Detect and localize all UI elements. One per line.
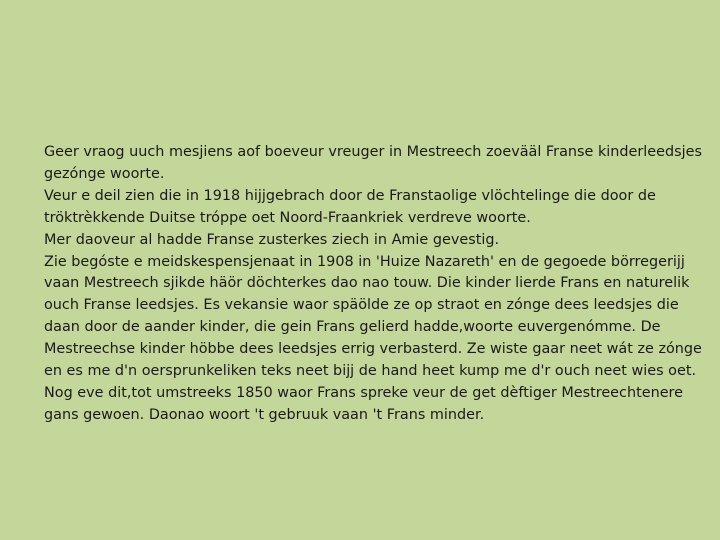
text-line: en es me d'n oersprunkeliken teks neet bijj de hand heet kump me d'r ouch neet wies oet. xyxy=(44,363,697,380)
text-line: daan door de aander kinder, die gein Frans gelierd hadde,woorte euvergenómme. De xyxy=(44,319,661,336)
text-line: gezónge woorte. xyxy=(44,165,165,182)
text-line: Mer daoveur al hadde Franse zusterkes ziech in Amie gevestig. xyxy=(44,231,500,248)
text-line: Nog eve dit,tot umstreeks 1850 waor Frans spreke veur de get dèftiger Mestreechtenere xyxy=(44,384,683,401)
text-line: Zie begóste e meidskespensjenaat in 1908 in 'Huize Nazareth' en de gegoede börregerijj xyxy=(44,253,685,270)
text-line: Veur e deil zien die in 1918 hijjgebrach door de Franstaolige vlöchtelinge die door de xyxy=(44,187,656,204)
text-line: Geer vraog uuch mesjiens aof boeveur vreuger in Mestreech zoevääl Franse kinderleedsjes xyxy=(44,144,702,160)
text-line: tröktrèkkende Duitse tróppe oet Noord-Fraankriek verdreve woorte. xyxy=(44,209,531,226)
body-text xyxy=(44,142,716,427)
text-line: gans gewoen. Daonao woort 't gebruuk vaan 't Frans minder. xyxy=(44,406,485,423)
text-line: Mestreechse kinder höbbe dees leedsjes errig verbasterd. Ze wiste gaar neet wát ze zónge xyxy=(44,341,702,358)
text-line: ouch Franse leedsjes. Es vekansie waor späölde ze op straot en zónge dees leedsjes die xyxy=(44,297,679,314)
text-line: vaan Mestreech sjikde häör döchterkes dao nao touw. Die kinder lierde Frans en naturelik xyxy=(44,275,690,292)
